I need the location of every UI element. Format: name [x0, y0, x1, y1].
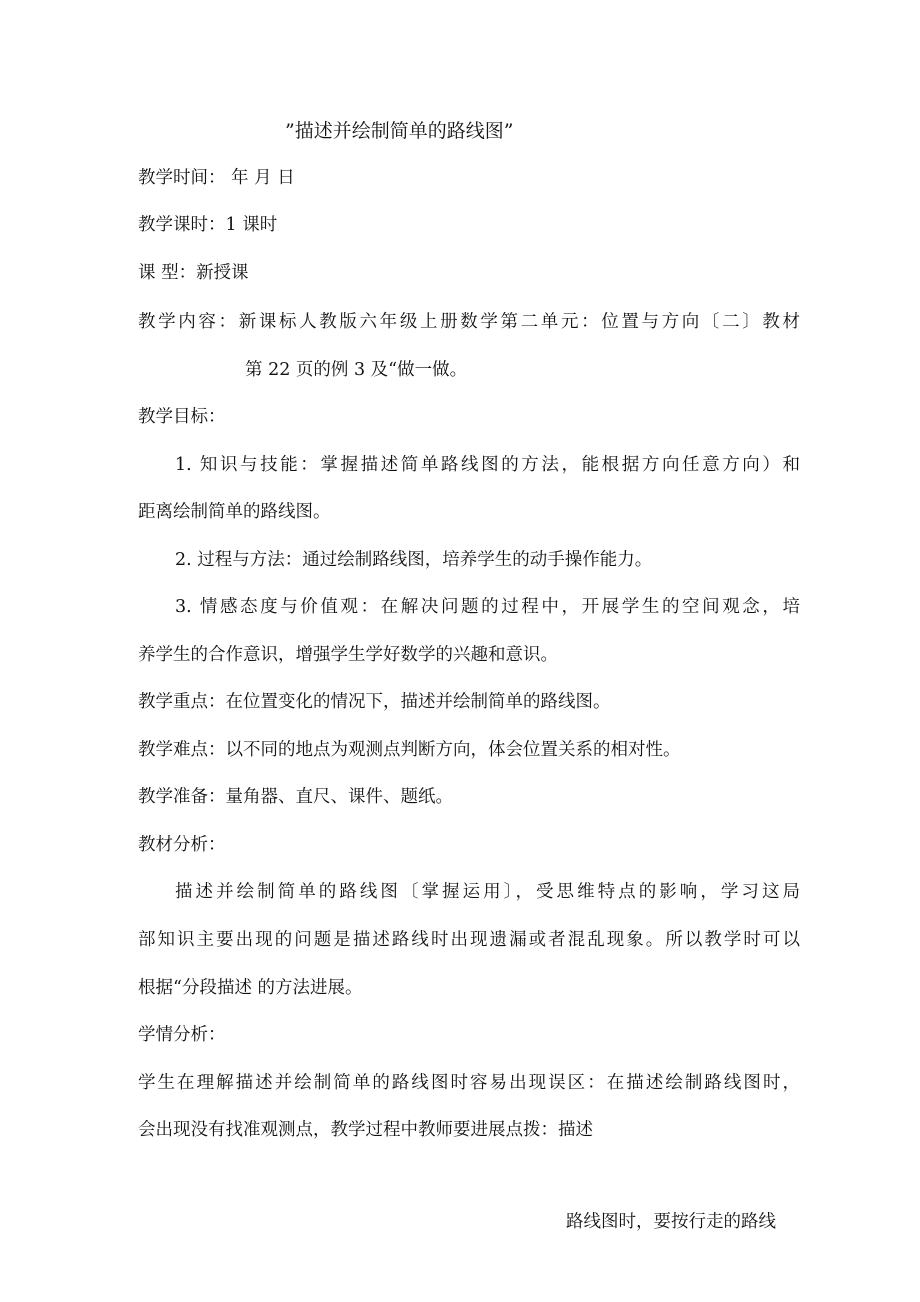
students-heading: 学情分析：: [138, 1025, 226, 1045]
material-paragraph-cont: 部知识主要出现的问题是描述路线时出现遗漏或者混乱现象。所以教学时可以: [138, 930, 800, 950]
teaching-time: 教学时间： 年 月 日: [138, 168, 295, 188]
students-paragraph-cont: 会出现没有找准观测点，教学过程中教师要进展点拨：描述: [138, 1120, 593, 1140]
teaching-content: 教学内容：新课标人教版六年级上册数学第二单元：位置与方向〔二〕教材: [138, 312, 800, 332]
goals-heading: 教学目标：: [138, 407, 226, 427]
goal-3: 3. 情感态度与价值观：在解决问题的过程中，开展学生的空间观念，培: [175, 597, 800, 617]
difficulty: 教学难点：以不同的地点为观测点判断方向，体会位置关系的相对性。: [138, 740, 681, 760]
material-paragraph: 描述并绘制简单的路线图〔掌握运用〕，受思维特点的影响，学习这局: [175, 882, 800, 902]
students-paragraph: 学生在理解描述并绘制简单的路线图时容易出现误区：在描述绘制路线图时，: [138, 1073, 800, 1093]
material-heading: 教材分析：: [138, 835, 226, 855]
page-title: ”描述并绘制简单的路线图”: [285, 120, 514, 142]
preparation: 教学准备：量角器、直尺、课件、题纸。: [138, 787, 453, 807]
goal-1-cont: 距离绘制简单的路线图。: [138, 502, 331, 522]
goal-1: 1. 知识与技能：掌握描述简单路线图的方法，能根据方向任意方向）和: [175, 455, 800, 475]
material-paragraph-end: 根据“分段描述 的方法进展。: [138, 978, 363, 998]
teaching-content-cont: 第 22 页的例 3 及“做一做。: [245, 360, 468, 380]
key-point: 教学重点：在位置变化的情况下，描述并绘制简单的路线图。: [138, 692, 611, 712]
goal-2: 2. 过程与方法：通过绘制路线图，培养学生的动手操作能力。: [175, 550, 653, 570]
lesson-type: 课 型：新授课: [138, 263, 249, 283]
goal-3-cont: 养学生的合作意识，增强学生学好数学的兴趣和意识。: [138, 645, 558, 665]
teaching-hours: 教学课时：1 课时: [138, 215, 278, 235]
students-paragraph-end: 路线图时，要按行走的路线: [566, 1212, 776, 1232]
